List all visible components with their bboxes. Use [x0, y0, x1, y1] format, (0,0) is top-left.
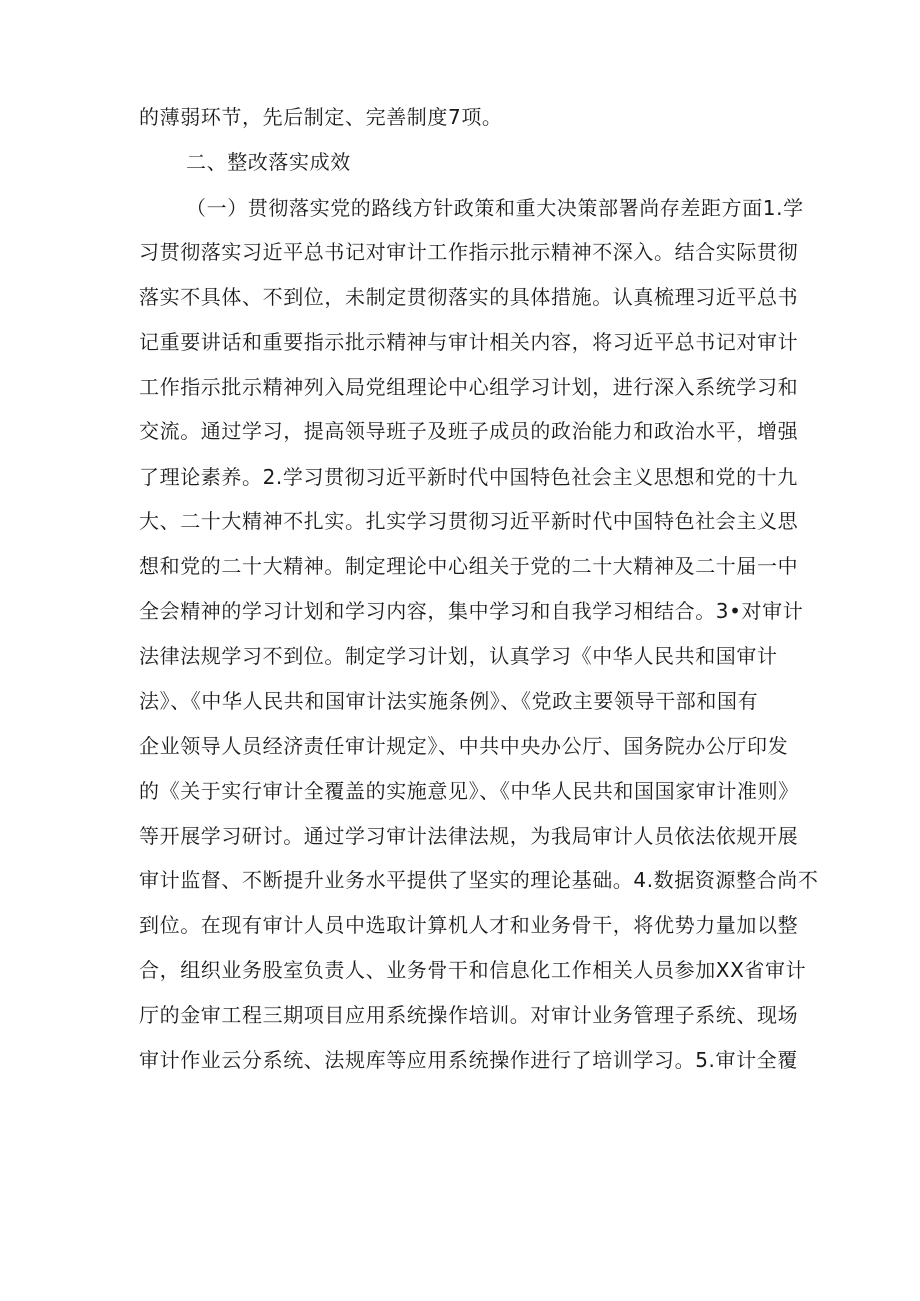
subsection-heading: （一）贯彻落实党的路线方针政策和重大决策部署尚存差距方面1.学 [186, 196, 804, 220]
text-line-16: 的《关于实行审计全覆盖的实施意见》、《中华人民共和国国家审计准则》 [139, 779, 799, 803]
text-line-4: 习贯彻落实习近平总书记对审计工作指示批示精神不深入。结合实际贯彻 [139, 240, 799, 264]
text-line-5: 落实不具体、不到位，未制定贯彻落实的具体措施。认真梳理习近平总书 [139, 285, 799, 309]
text-line-19: 到位。在现有审计人员中选取计算机人才和业务骨干，将优势力量加以整 [139, 913, 799, 937]
text-line-9: 了理论素养。2.学习贯彻习近平新时代中国特色社会主义思想和党的十九 [139, 465, 798, 489]
text-line-11: 想和党的二十大精神。制定理论中心组关于党的二十大精神及二十届一中 [139, 554, 799, 578]
text-line-12: 全会精神的学习计划和学习内容，集中学习和自我学习相结合。3•对审计 [139, 599, 804, 623]
text-line-17: 等开展学习研讨。通过学习审计法律法规，为我局审计人员依法依规开展 [139, 824, 799, 848]
text-line-21: 厅的金审工程三期项目应用系统操作培训。对审计业务管理子系统、现场 [139, 1003, 799, 1027]
text-line-13: 法律法规学习不到位。制定学习计划，认真学习《中华人民共和国审计 [139, 644, 778, 668]
text-line-7: 工作指示批示精神列入局党组理论中心组学习计划，进行深入系统学习和 [139, 375, 799, 399]
text-line-10: 大、二十大精神不扎实。扎实学习贯彻习近平新时代中国特色社会主义思 [139, 509, 799, 533]
text-line-1: 的薄弱环节，先后制定、完善制度7项。 [139, 105, 503, 129]
text-line-15: 企业领导人员经济责任审计规定》、中共中央办公厅、国务院办公厅印发 [139, 734, 789, 758]
text-line-6: 记重要讲话和重要指示批示精神与审计相关内容，将习近平总书记对审计 [139, 330, 799, 354]
text-line-18: 审计监督、不断提升业务水平提供了坚实的理论基础。4.数据资源整合尚不 [139, 868, 819, 892]
text-line-22: 审计作业云分系统、法规库等应用系统操作进行了培训学习。5.审计全覆 [139, 1048, 798, 1072]
section-heading: 二、整改落实成效 [186, 150, 351, 174]
text-line-8: 交流。通过学习，提高领导班子及班子成员的政治能力和政治水平，增强 [139, 419, 799, 443]
text-line-14: 法》、《中华人民共和国审计法实施条例》、《党政主要领导干部和国有 [139, 689, 759, 713]
text-line-20: 合，组织业务股室负责人、业务骨干和信息化工作相关人员参加XX省审计 [139, 958, 807, 982]
